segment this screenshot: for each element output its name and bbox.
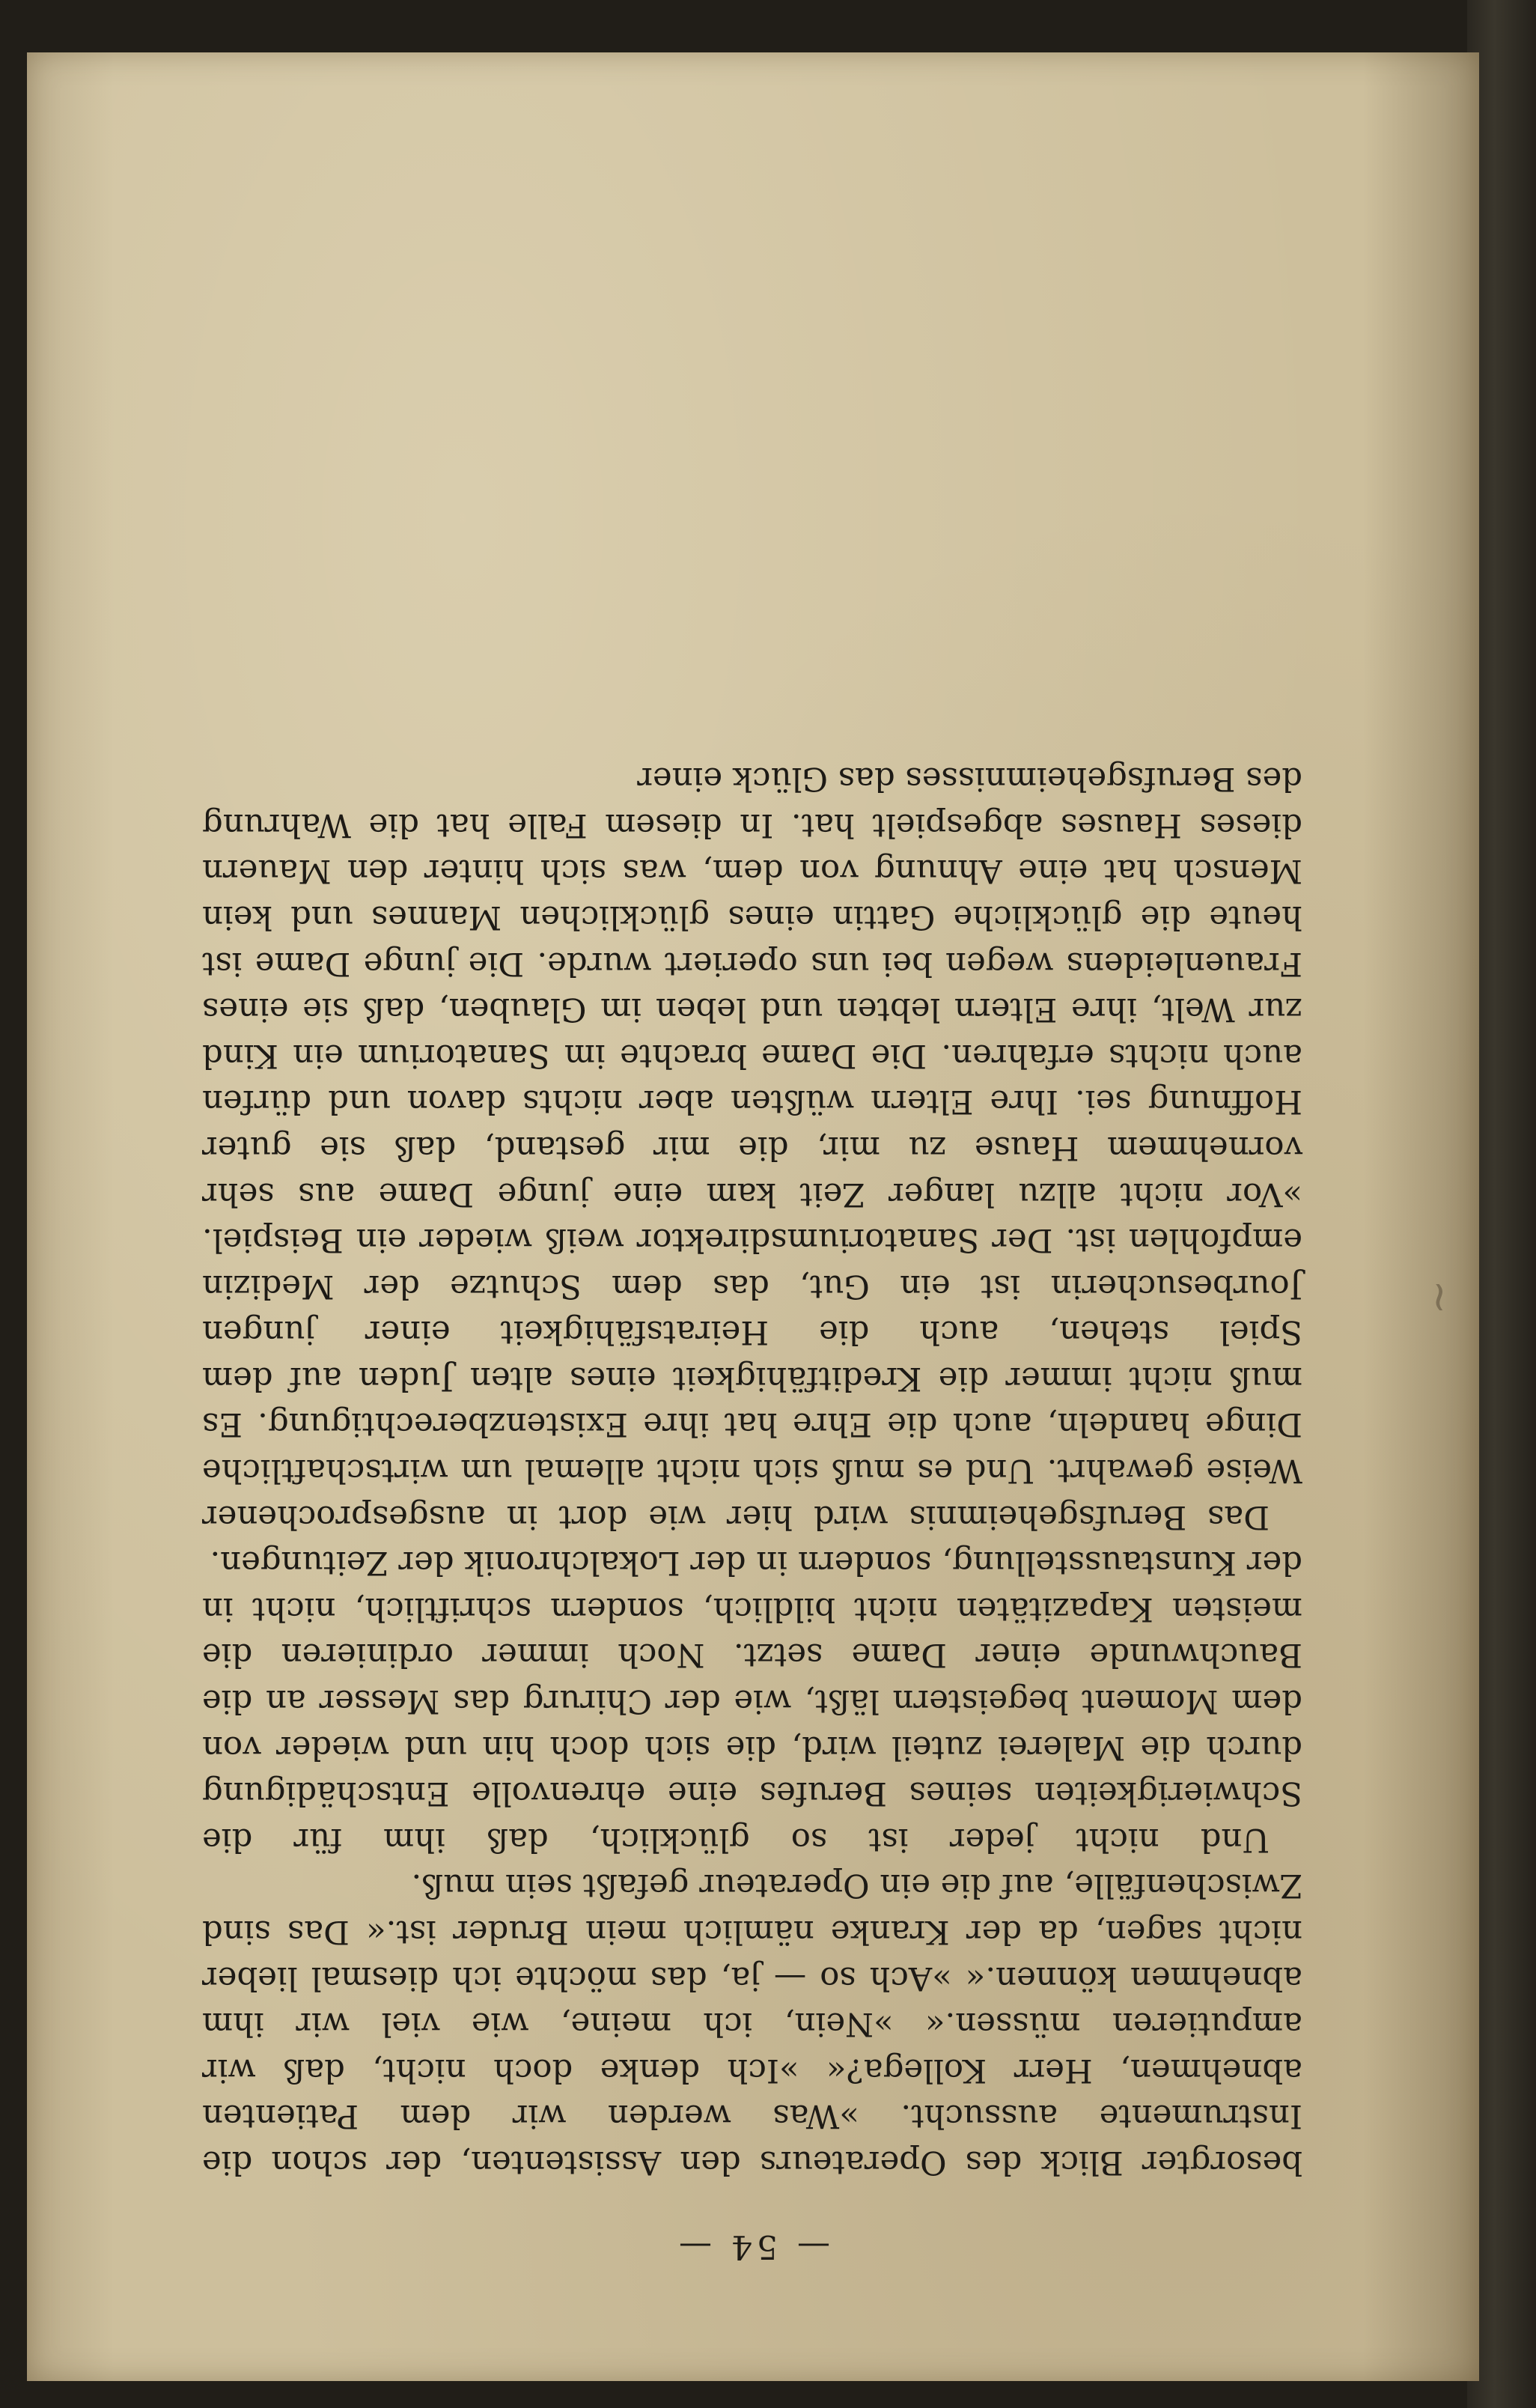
margin-pencil-mark: ~ (1415, 1280, 1464, 1315)
paragraph-3: Das Berufsgeheimnis wird hier wie dort in ausgesprochener Weise gewahrt. Und es muß sich nicht allemal um wirtschaftliche Dinge handeln, auch die Ehre hat ihre Existenzberechtigung. Es muß nicht immer die Kreditfähigkeit eines alten Juden auf dem Spiel stehen, auch die Heiratsfähigkeit einer jungen Jourbesucherin ist ein Gut, das dem Schutze der Medizin empfohlen ist. Der Sanatoriumsdirektor weiß wieder ein Beispiel. »Vor nicht allzu langer Zeit kam eine junge Dame aus sehr vornehmem Hause zu mir, die mir gestand, daß sie guter Hoffnung sei. Ihre Eltern wüßten aber nichts davon und dürfen auch nichts erfahren. Die Dame brachte im Sanatorium ein Kind zur Welt, ihre Eltern lebten und leben im Glauben, daß sie eines Frauenleidens wegen bei uns operiert wurde. Die junge Dame ist heute die glückliche Gattin eines glücklichen Mannes und kein Mensch hat eine Ahnung von dem, was sich hinter den Mauern dieses Hauses abgespielt hat. In diesem Falle hat die Wahrung des Berufsgeheimnisses das Glück einer (202, 760, 1302, 1536)
body-text (202, 755, 1302, 2185)
paragraph-2: Und nicht jeder ist so glücklich, daß ihm für die Schwierigkeiten seines Berufes eine ehrenvolle Entschädigung durch die Malerei zuteil wird, die sich doch hin und wieder von dem Moment begeistern läßt, wie der Chirurg das Messer an die Bauchwunde einer Dame setzt. Noch immer ordinieren die meisten Kapazitäten nicht bildlich, sondern schriftlich, nicht in der Kunstausstellung, sondern in der Lokalchronik der Zeitungen. (202, 1544, 1302, 1858)
paragraph-1: besorgter Blick des Operateurs den Assistenten, der schon die Instrumente aussucht. »Was werden wir dem Patienten abnehmen, Herr Kollega?« »Ich denke doch nicht, daß wir amputieren müssen.« »Nein, ich meine, wie viel wir ihm abnehmen können.« »Ach so — ja, das möchte ich diesmal lieber nicht sagen, da der Kranke nämlich mein Bruder ist.« Das sind Zwischenfälle, auf die ein Operateur gefaßt sein muß. (202, 1867, 1302, 2181)
upside-down-text-block (202, 277, 1302, 2291)
page-number: — 54 — (674, 2228, 830, 2266)
